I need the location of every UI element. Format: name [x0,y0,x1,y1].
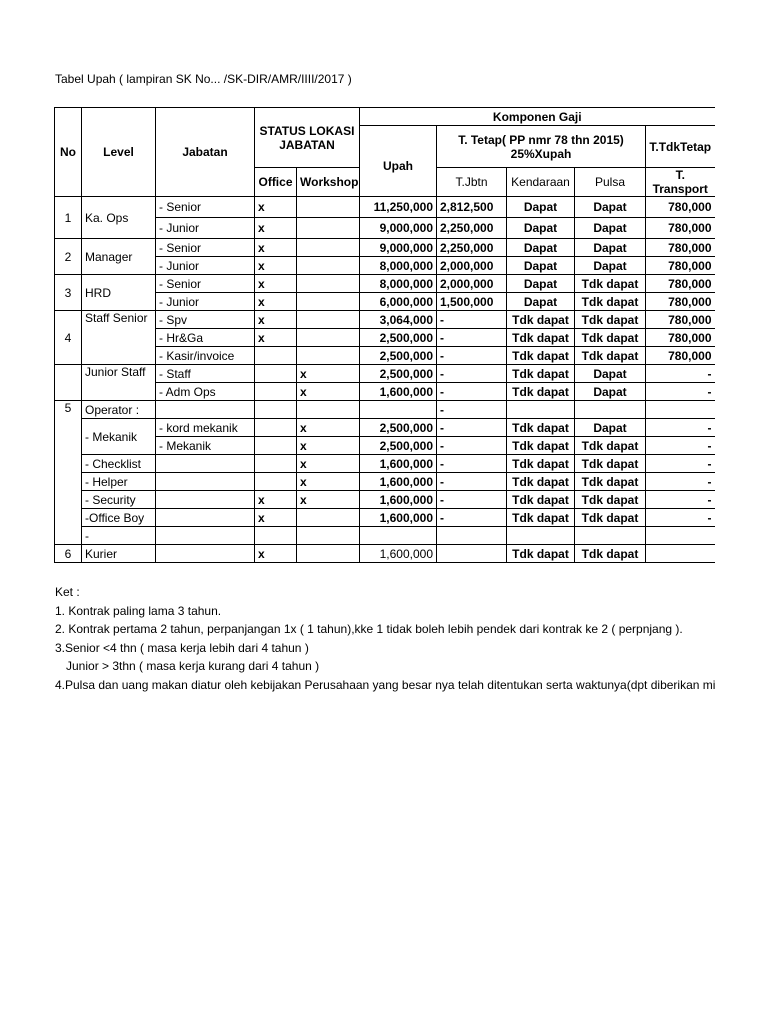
cell-workshop [297,239,360,257]
table-row [55,401,715,419]
cell-no: 6 [55,545,82,563]
table-row [55,311,715,329]
cell-kendaraan: Dapat [507,293,575,311]
cell-upah: 6,000,000 [360,293,437,311]
cell-office [255,419,297,437]
cell-t-jbtn: - [437,311,507,329]
cell-office: x [255,311,297,329]
cell-t-jbtn: 1,500,000 [437,293,507,311]
cell-no [55,365,82,401]
cell-workshop: x [297,437,360,455]
cell-t-jbtn [437,545,507,563]
cell-kendaraan: Tdk dapat [507,491,575,509]
cell-pulsa: Tdk dapat [575,455,646,473]
cell-no: 3 [55,275,82,311]
cell-upah: 9,000,000 [360,239,437,257]
cell-upah: 2,500,000 [360,437,437,455]
table-row [55,455,715,473]
cell-t-jbtn: - [437,419,507,437]
cell-workshop [297,347,360,365]
cell-office [255,401,297,419]
header-kendaraan: Kendaraan [507,168,575,197]
cell-kendaraan: Dapat [507,197,575,218]
cell-workshop [297,197,360,218]
cell-workshop: x [297,473,360,491]
cell-t-jbtn [437,527,507,545]
cell-jabatan: - Senior [156,275,255,293]
header-level: Level [82,108,156,197]
note-item: 3.Senior <4 thn ( masa kerja lebih dari 4 tahun ) [55,640,309,655]
header-status-lokasi: STATUS LOKASI JABATAN [255,108,360,168]
cell-no: 1 [55,197,82,239]
cell-upah: 1,600,000 [360,473,437,491]
cell-upah: 3,064,000 [360,311,437,329]
cell-upah: 1,600,000 [360,455,437,473]
cell-t-jbtn: - [437,437,507,455]
table-row [55,491,715,509]
header-upah: Upah [360,126,437,197]
cell-upah [360,401,437,419]
cell-level: Staff Senior [82,311,156,365]
cell-office: x [255,545,297,563]
header-t-jbtn: T.Jbtn [437,168,507,197]
cell-upah: 9,000,000 [360,218,437,239]
cell-no: 4 [55,311,82,365]
header-office: Office [255,168,297,197]
cell-kendaraan: Tdk dapat [507,545,575,563]
cell-pulsa: Dapat [575,419,646,437]
cell-pulsa: Tdk dapat [575,275,646,293]
cell-office: x [255,218,297,239]
table-row [55,545,715,563]
notes-heading: Ket : [55,585,80,599]
table-row [55,365,715,383]
cell-office [255,473,297,491]
cell-jabatan: - Spv [156,311,255,329]
cell-t-transport: 780,000 [646,329,715,347]
cell-jabatan: - Senior [156,197,255,218]
cell-pulsa: Tdk dapat [575,491,646,509]
cell-kendaraan: Dapat [507,218,575,239]
table-body [55,197,715,563]
cell-t-transport [646,545,715,563]
cell-office [255,437,297,455]
cell-level: - Checklist [82,455,156,473]
cell-t-transport: 780,000 [646,257,715,275]
cell-workshop: x [297,383,360,401]
cell-kendaraan: Tdk dapat [507,365,575,383]
cell-office [255,455,297,473]
cell-kendaraan: Tdk dapat [507,311,575,329]
cell-t-transport [646,401,715,419]
cell-kendaraan: Tdk dapat [507,419,575,437]
cell-level: - Security [82,491,156,509]
cell-level: Junior Staff [82,365,156,401]
note-item: Junior > 3thn ( masa kerja kurang dari 4 tahun ) [66,659,320,673]
cell-upah: 1,600,000 [360,545,437,563]
cell-office [255,383,297,401]
cell-upah: 2,500,000 [360,365,437,383]
cell-t-transport: 780,000 [646,311,715,329]
cell-t-transport: 780,000 [646,239,715,257]
cell-kendaraan: Dapat [507,257,575,275]
cell-t-transport: 780,000 [646,218,715,239]
cell-t-transport [646,527,715,545]
cell-jabatan: - Junior [156,218,255,239]
cell-pulsa: Tdk dapat [575,509,646,527]
cell-kendaraan: Tdk dapat [507,437,575,455]
cell-t-jbtn: - [437,383,507,401]
cell-office: x [255,257,297,275]
wage-table [54,107,715,563]
cell-level: - [82,527,156,545]
cell-kendaraan [507,527,575,545]
cell-kendaraan: Tdk dapat [507,455,575,473]
cell-t-jbtn: 2,000,000 [437,257,507,275]
cell-t-jbtn: - [437,491,507,509]
table-row [55,275,715,293]
table-row [55,419,715,437]
cell-kendaraan: Tdk dapat [507,347,575,365]
cell-office: x [255,491,297,509]
cell-office [255,527,297,545]
cell-workshop [297,311,360,329]
table-row [55,239,715,257]
cell-pulsa: Dapat [575,257,646,275]
cell-jabatan: - Senior [156,239,255,257]
cell-t-transport: - [646,455,715,473]
header-t-tetap: T. Tetap( PP nmr 78 thn 2015) 25%Xupah [437,126,646,168]
cell-workshop [297,257,360,275]
cell-upah: 2,500,000 [360,347,437,365]
cell-t-transport: - [646,509,715,527]
cell-workshop [297,329,360,347]
cell-upah: 2,500,000 [360,329,437,347]
note-item: 4.Pulsa dan uang makan diatur oleh kebijakan Perusahaan yang besar nya telah ditentukan serta waktunya(dpt diberikan mi [55,677,716,692]
cell-jabatan [156,527,255,545]
cell-jabatan: - Adm Ops [156,383,255,401]
header-no: No [55,108,82,197]
notes-section [55,583,755,694]
cell-pulsa: Dapat [575,218,646,239]
cell-upah: 2,500,000 [360,419,437,437]
cell-pulsa: Dapat [575,383,646,401]
cell-workshop: x [297,365,360,383]
cell-jabatan [156,491,255,509]
cell-office: x [255,329,297,347]
cell-pulsa: Tdk dapat [575,437,646,455]
cell-jabatan: - kord mekanik [156,419,255,437]
cell-workshop: x [297,455,360,473]
cell-kendaraan: Tdk dapat [507,383,575,401]
cell-workshop: x [297,419,360,437]
table-row [55,509,715,527]
cell-jabatan: - Junior [156,257,255,275]
cell-kendaraan: Tdk dapat [507,509,575,527]
cell-t-jbtn: - [437,365,507,383]
cell-level: -Office Boy [82,509,156,527]
cell-office: x [255,239,297,257]
cell-workshop: x [297,491,360,509]
cell-t-jbtn: - [437,473,507,491]
cell-upah: 8,000,000 [360,275,437,293]
table-row [55,197,715,218]
cell-t-transport: 780,000 [646,197,715,218]
cell-level: Operator : [82,401,156,419]
cell-kendaraan: Tdk dapat [507,329,575,347]
cell-jabatan: - Hr&Ga [156,329,255,347]
cell-upah [360,527,437,545]
cell-t-jbtn: 2,250,000 [437,239,507,257]
cell-t-jbtn: 2,812,500 [437,197,507,218]
header-jabatan: Jabatan [156,108,255,197]
cell-office [255,347,297,365]
cell-jabatan: - Mekanik [156,437,255,455]
cell-level: Ka. Ops [82,197,156,239]
cell-upah: 1,600,000 [360,383,437,401]
cell-jabatan: - Junior [156,293,255,311]
cell-workshop [297,275,360,293]
cell-kendaraan: Tdk dapat [507,473,575,491]
header-komponen-gaji: Komponen Gaji [360,108,715,126]
cell-pulsa [575,527,646,545]
cell-workshop [297,401,360,419]
cell-jabatan [156,545,255,563]
cell-workshop [297,218,360,239]
cell-office: x [255,509,297,527]
cell-no: 2 [55,239,82,275]
cell-pulsa: Tdk dapat [575,347,646,365]
cell-pulsa: Dapat [575,197,646,218]
cell-t-jbtn: - [437,455,507,473]
cell-level: - Helper [82,473,156,491]
cell-t-transport: - [646,473,715,491]
cell-t-jbtn: - [437,329,507,347]
cell-jabatan [156,455,255,473]
cell-pulsa: Tdk dapat [575,311,646,329]
cell-workshop [297,545,360,563]
cell-level: HRD [82,275,156,311]
cell-kendaraan [507,401,575,419]
cell-pulsa [575,401,646,419]
cell-level: - Mekanik [82,419,156,455]
cell-office: x [255,275,297,293]
cell-pulsa: Dapat [575,239,646,257]
header-pulsa: Pulsa [575,168,646,197]
header-t-transport: T. Transport [646,168,715,197]
cell-level: Kurier [82,545,156,563]
cell-workshop [297,527,360,545]
cell-jabatan [156,473,255,491]
document-title: Tabel Upah ( lampiran SK No... /SK-DIR/AMR/IIII/2017 ) [55,72,352,86]
cell-t-transport: - [646,437,715,455]
cell-office [255,365,297,383]
cell-jabatan [156,509,255,527]
table-row [55,473,715,491]
cell-upah: 8,000,000 [360,257,437,275]
cell-pulsa: Tdk dapat [575,473,646,491]
note-item: 1. Kontrak paling lama 3 tahun. [55,603,222,618]
cell-t-transport: 780,000 [646,293,715,311]
cell-level: Manager [82,239,156,275]
header-t-tdk-tetap: T.TdkTetap [646,126,715,168]
cell-workshop [297,509,360,527]
cell-jabatan: - Kasir/invoice [156,347,255,365]
table-row [55,527,715,545]
cell-workshop [297,293,360,311]
cell-t-jbtn: - [437,509,507,527]
cell-t-jbtn: 2,000,000 [437,275,507,293]
cell-upah: 11,250,000 [360,197,437,218]
cell-jabatan [156,401,255,419]
cell-t-transport: - [646,383,715,401]
cell-t-transport: - [646,419,715,437]
cell-kendaraan: Dapat [507,275,575,293]
cell-upah: 1,600,000 [360,491,437,509]
cell-upah: 1,600,000 [360,509,437,527]
cell-t-jbtn: - [437,347,507,365]
cell-t-transport: - [646,365,715,383]
cell-t-transport: - [646,491,715,509]
cell-no: 5 [55,401,82,545]
note-item: 2. Kontrak pertama 2 tahun, perpanjangan 1x ( 1 tahun),kke 1 tidak boleh lebih pendek dari kontrak ke 2 ( perpnjang ). [55,622,683,636]
cell-t-jbtn: - [437,401,507,419]
cell-t-transport: 780,000 [646,347,715,365]
cell-kendaraan: Dapat [507,239,575,257]
header-workshop: Workshop [297,168,360,197]
cell-t-transport: 780,000 [646,275,715,293]
cell-pulsa: Tdk dapat [575,329,646,347]
cell-office: x [255,293,297,311]
cell-jabatan: - Staff [156,365,255,383]
cell-pulsa: Dapat [575,365,646,383]
cell-t-jbtn: 2,250,000 [437,218,507,239]
cell-pulsa: Tdk dapat [575,293,646,311]
cell-pulsa: Tdk dapat [575,545,646,563]
cell-office: x [255,197,297,218]
